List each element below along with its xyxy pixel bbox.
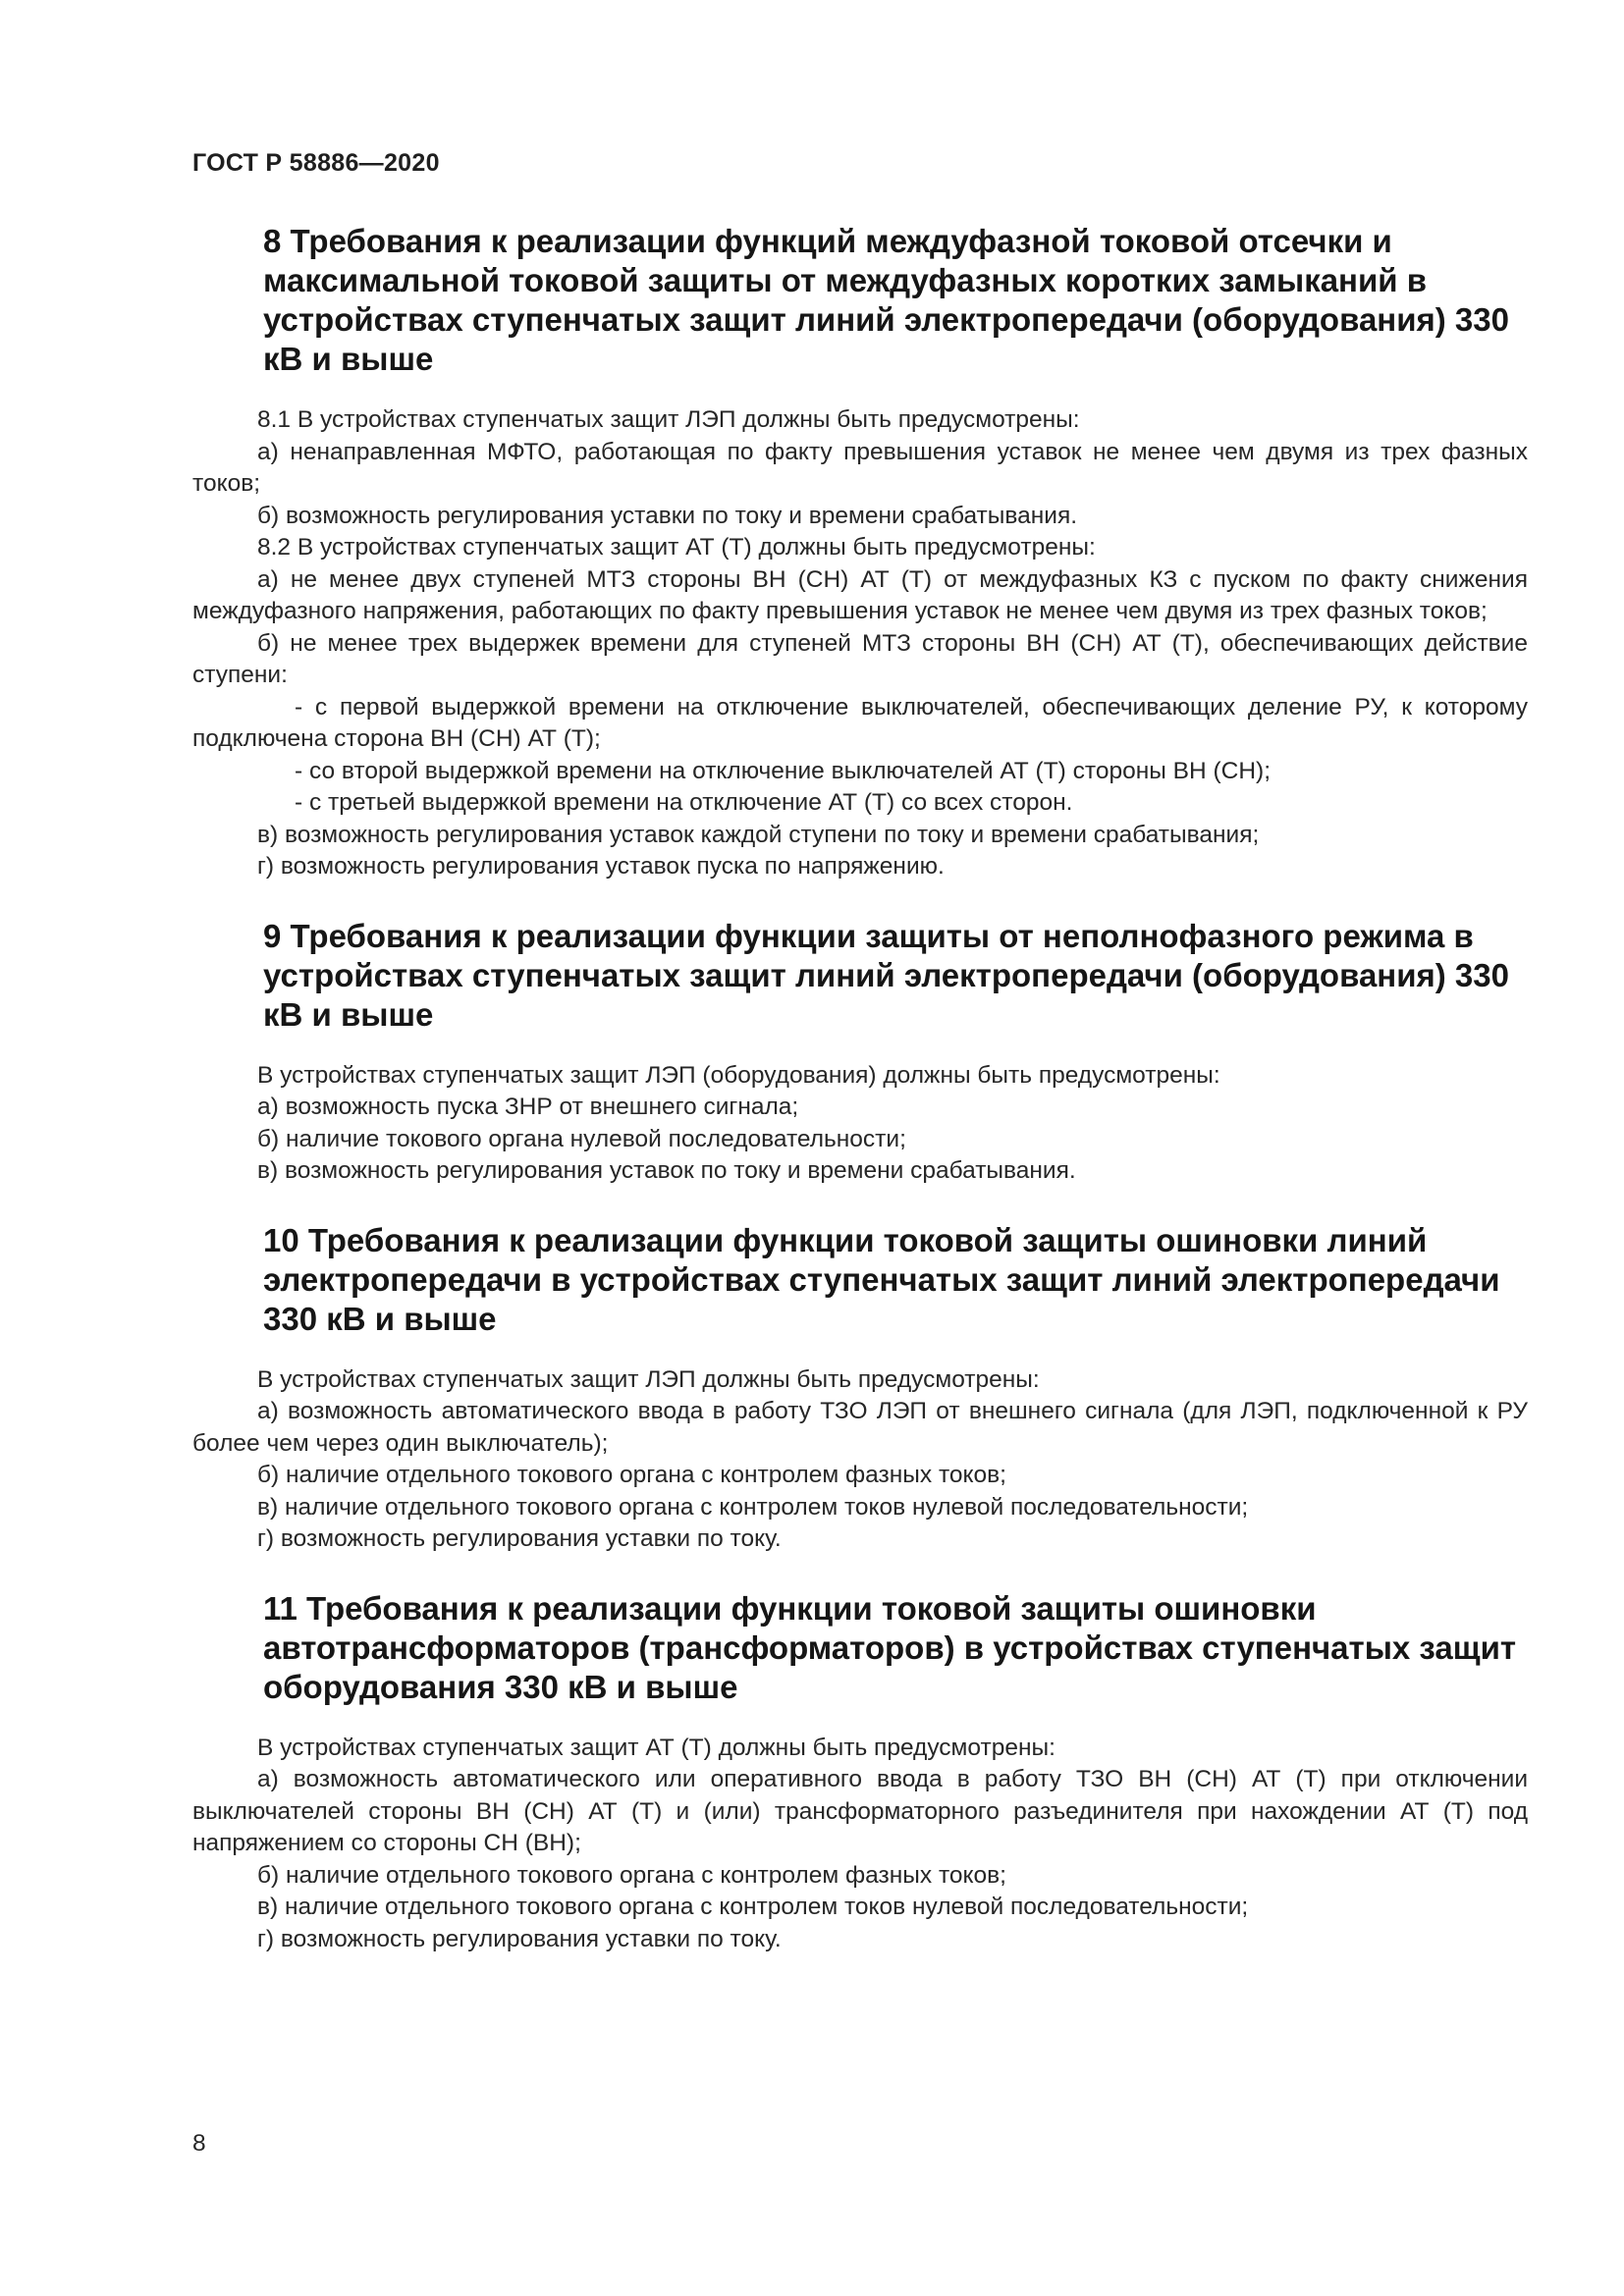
list-item: б) наличие отдельного токового органа с контролем фазных токов; [257,1861,1006,1889]
document-code: ГОСТ Р 58886—2020 [192,149,440,177]
section-9 [192,917,1528,1188]
list-item: а) ненаправленная МФТО, работающая по факту превышения уставок не менее чем двумя из трех фазных токов; [192,438,1528,497]
list-item: г) возможность регулирования уставок пуска по напряжению. [257,853,945,880]
list-item: а) возможность пуска ЗНР от внешнего сигнала; [257,1094,799,1120]
list-item: б) не менее трех выдержек времени для ступеней МТЗ стороны ВН (СН) АТ (Т), обеспечивающих действие ступени: [192,629,1528,688]
section-10 [192,1221,1528,1556]
document-body [192,222,1528,1955]
section-11 [192,1589,1528,1956]
list-item: а) возможность автоматического ввода в работу ТЗО ЛЭП от внешнего сигнала (для ЛЭП, подключенной к РУ более чем через один выключатель); [192,1398,1528,1457]
list-item: в) наличие отдельного токового органа с контролем токов нулевой последовательности; [257,1894,1249,1920]
section-11-title: 11 Требования к реализации функции токовой защиты ошиновки автотрансформаторов (трансформаторов) в устройствах ступенчатых защит оборудования 330 кВ и выше [263,1589,1517,1705]
list-item: б) возможность регулирования уставки по току и времени срабатывания. [257,502,1078,529]
paragraph: 8.2 В устройствах ступенчатых защит АТ (Т) должны быть предусмотрены: [257,534,1096,561]
section-8 [192,222,1528,883]
list-item: г) возможность регулирования уставки по току. [257,1925,782,1952]
list-item: а) не менее двух ступеней МТЗ стороны ВН (СН) АТ (Т) от междуфазных КЗ с пуском по факту снижения междуфазного напряжения, работающих по факту превышения уставок не менее чем двумя из трех фазных токов; [192,565,1528,624]
list-item: б) наличие токового органа нулевой последовательности; [257,1125,906,1152]
paragraph: В устройствах ступенчатых защит ЛЭП (оборудования) должны быть предусмотрены: [257,1061,1220,1089]
dash-item: - со второй выдержкой времени на отключение выключателей АТ (Т) стороны ВН (СН); [295,757,1272,784]
section-8-title: 8 Требования к реализации функций междуфазной токовой отсечки и максимальной токовой защиты от междуфазных коротких замыканий в устройствах ступенчатых защит линий электропередачи (оборудования) 330 кВ и выше [263,223,1509,377]
section-9-title: 9 Требования к реализации функции защиты от неполнофазного режима в устройствах ступенчатых защит линий электропередачи (оборудования) 330 кВ и выше [263,917,1509,1033]
paragraph: 8.1 В устройствах ступенчатых защит ЛЭП должны быть предусмотрены: [257,406,1080,433]
list-item: б) наличие отдельного токового органа с контролем фазных токов; [257,1462,1006,1488]
section-10-title: 10 Требования к реализации функции токовой защиты ошиновки линий электропередачи в устройствах ступенчатых защит линий электропередачи 330 кВ и выше [263,1221,1500,1337]
page-number: 8 [192,2130,206,2157]
list-item: г) возможность регулирования уставки по току. [257,1525,782,1552]
list-item: в) наличие отдельного токового органа с контролем токов нулевой последовательности; [257,1493,1249,1521]
paragraph: В устройствах ступенчатых защит ЛЭП должны быть предусмотрены: [257,1365,1040,1393]
dash-item: - с третьей выдержкой времени на отключение АТ (Т) со всех сторон. [295,789,1073,816]
list-item: в) возможность регулирования уставок по току и времени срабатывания. [257,1157,1076,1184]
paragraph: В устройствах ступенчатых защит АТ (Т) должны быть предусмотрены: [257,1734,1056,1761]
list-item: а) возможность автоматического или оперативного ввода в работу ТЗО ВН (СН) АТ (Т) при отключении выключателей стороны ВН (СН) АТ (Т) и (или) трансформаторного разъединителя при нахождении АТ (Т) под напряжением со стороны СН (ВН); [192,1766,1528,1856]
list-item: в) возможность регулирования уставок каждой ступени по току и времени срабатывания; [257,821,1260,848]
dash-item: - с первой выдержкой времени на отключение выключателей, обеспечивающих деление РУ, к которому подключена сторона ВН (СН) АТ (Т); [192,693,1528,752]
